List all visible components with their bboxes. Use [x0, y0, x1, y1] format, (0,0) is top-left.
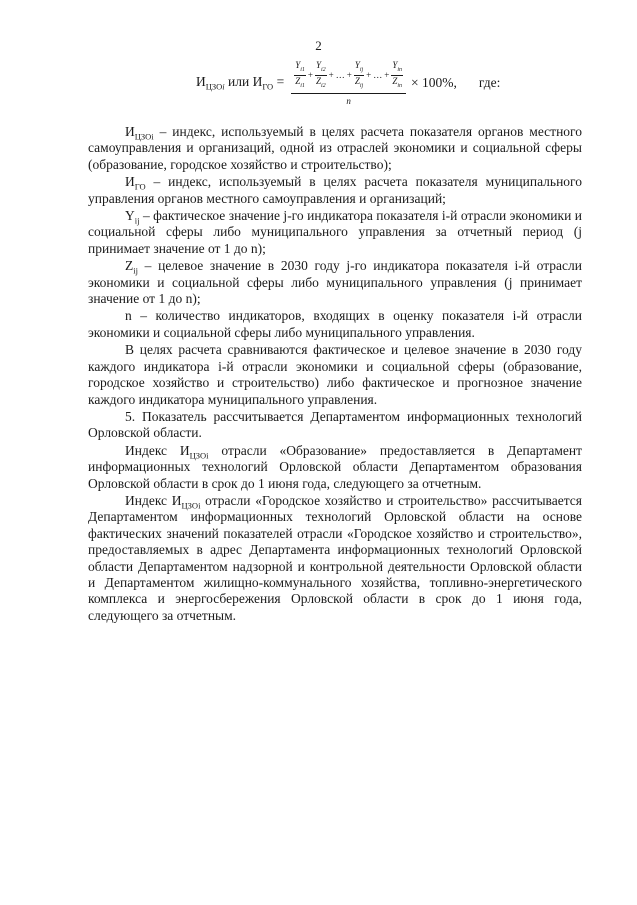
formula-where: где:	[478, 74, 501, 90]
formula-multiplier: × 100%,	[411, 74, 457, 90]
paragraph-housing-index: Индекс $И_{ЦЗОi}$ отрасли «Городское хозяйство и строительство» рассчитывается Департаментом информационных технологий Орловской области на основе фактических значений показателей отрасли «Городское хозяйство и строительство», предоставляемых в адрес Департамента информационных технологий Орловской области Департаментом надзорной и контрольной деятельности Орловской области и Департаментом жилищно-коммунального хозяйства, топливно-энергетического комплекса и энергосбережения Орловской области в срок до 1 июня года, следующего за отчетным.	[88, 492, 582, 623]
formula-lhs: $И_{ЦЗОi}$ или $И_{ГО}$ =	[196, 73, 285, 92]
ratio-2: $\frac{Y_{i2}}{Z_{i2}}$	[315, 60, 326, 89]
paragraph-comparison: В целях расчета сравниваются фактическое и целевое значение в 2030 году каждого индикатора i-й отрасли экономики и социальной сферы (образование, городское хозяйство и строительство) либо фактическое и прогнозное значение каждого индикатора муниципального управления.	[88, 342, 582, 407]
definition-i-czo: $И_{ЦЗОi}$ – индекс, используемый в целях расчета показателя органов местного самоуправления и организаций, одной из отраслей экономики и социальной сферы (образование, городское хозяйство и строительство);	[88, 124, 582, 172]
fraction-numerator: $\frac{Y_{i1}}{Z_{i1}}$ + $\frac{Y_{i2}}{Z_{i2}}$ + … + $\frac{Y_{ij}}{Z_{ij}}$ + … + $\frac{Y_{in}}{Z_{in}}$	[295, 60, 403, 89]
definition-n: n – количество индикаторов, входящих в оценку показателя i-й отрасли экономики и социальной сферы либо муниципального управления.	[88, 308, 582, 340]
ratio-n: $\frac{Y_{in}}{Z_{in}}$	[392, 60, 403, 89]
paragraph-education-index: Индекс $И_{ЦЗОi}$ отрасли «Образование» предоставляется в Департамент информационных технологий Орловской области Департаментом образования Орловской области в срок до 1 июня года, следующего за отчетным.	[88, 442, 582, 491]
document-body	[88, 124, 582, 624]
ratio-1: $\frac{Y_{i1}}{Z_{i1}}$	[295, 60, 305, 89]
main-fraction	[291, 60, 406, 106]
page-number: 2	[315, 38, 322, 53]
index-formula	[196, 60, 500, 106]
definition-y-ij: $Y_{ij}$ – фактическое значение j-го индикатора показателя i-й отрасли экономики и социальной сферы либо муниципального управления за отчетный период (j принимает значение от 1 до n);	[88, 208, 582, 256]
definition-z-ij: $Z_{ij}$ – целевое значение в 2030 году j-го индикатора показателя i-й отрасли экономики и социальной сферы либо муниципального управления (j принимает значение от 1 до n);	[88, 258, 582, 307]
definition-i-go: $И_{ГО}$ – индекс, используемый в целях расчета показателя муниципального управления органов местного самоуправления и организаций;	[88, 174, 582, 206]
ratio-j: $\frac{Y_{ij}}{Z_{ij}}$	[354, 60, 364, 89]
paragraph-5: 5. Показатель рассчитывается Департаментом информационных технологий Орловской области.	[88, 408, 582, 441]
fraction-denominator: n	[291, 93, 406, 106]
